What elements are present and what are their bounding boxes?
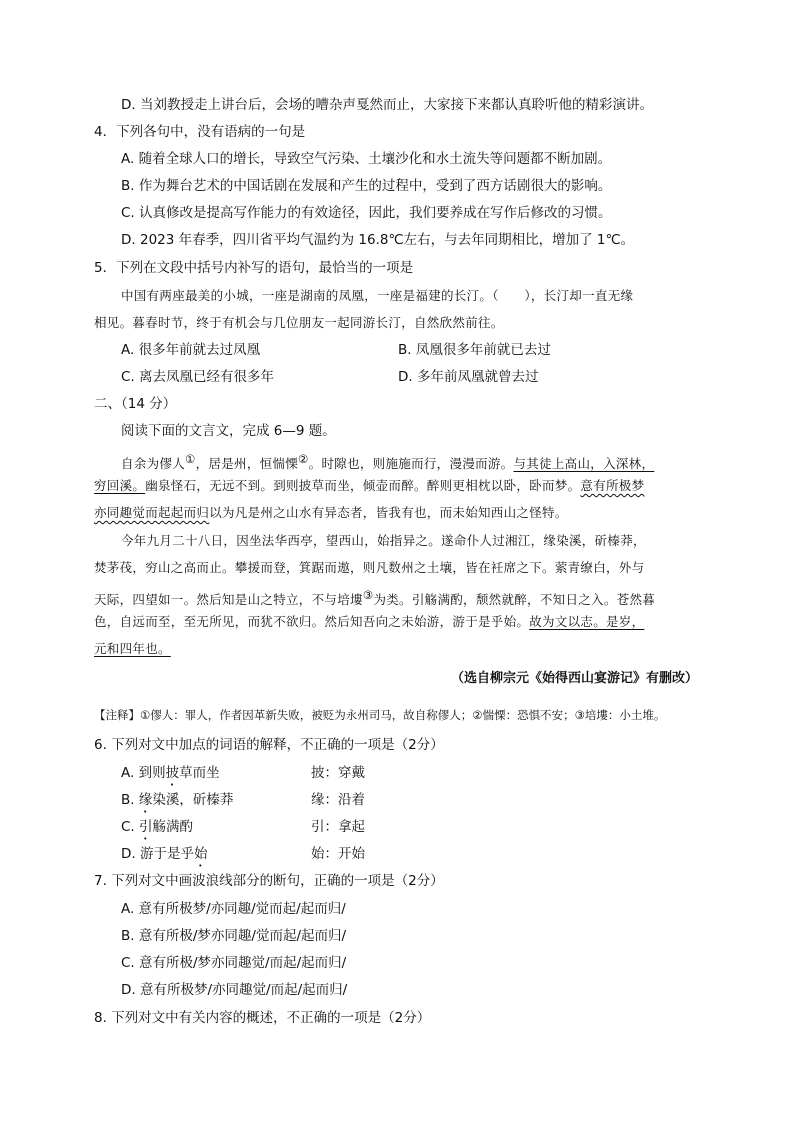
underlined-sentence: 故为文以志。是岁， xyxy=(529,614,645,629)
dotted-word: 缘 xyxy=(138,792,153,808)
footnote-marker: ② xyxy=(298,452,309,466)
passage-p2-line-3 xyxy=(94,586,655,609)
text-run: A. 到则 xyxy=(121,765,166,781)
text-run: 染溪，斫榛莽 xyxy=(152,792,234,808)
passage-source: （选自柳宗元《始得西山宴游记》有删改） xyxy=(450,671,698,686)
passage-p2-line-1: 今年九月二十八日，因坐法华西亭，望西山，始指异之。遂命仆人过湘江，缘染溪，斫榛莽， xyxy=(121,533,646,548)
q6-option-a xyxy=(121,764,220,789)
q4-option-c: C. 认真修改是提高写作能力的有效途径，因此，我们要养成在写作后修改的习惯。 xyxy=(121,205,612,221)
underlined-sentence: 穷回溪。 xyxy=(94,478,146,493)
passage-p2-line-5 xyxy=(94,640,171,658)
passage-p1-line-1 xyxy=(121,450,654,473)
passage-p1-line-2 xyxy=(94,477,644,495)
dotted-word: 引 xyxy=(139,819,153,835)
q5-option-b: B. 凤凰很多年前就已去过 xyxy=(398,342,551,358)
text-run: 草而坐 xyxy=(179,765,220,781)
q6-option-c-gloss: 引：拿起 xyxy=(311,819,365,835)
q6-option-d xyxy=(121,845,207,870)
q4-option-b: B. 作为舞台艺术的中国话剧在发展和产生的过程中，受到了西方话剧很大的影响。 xyxy=(121,178,612,194)
text-run: 自余为僇人 xyxy=(121,456,186,472)
q7-option-b: B. 意有所极/梦亦同趣/觉而起/起而归/ xyxy=(121,928,347,944)
annotation-notes: 【注释】①僇人：罪人，作者因革新失败，被贬为永州司马，故自称僇人；②惴慄：恐惧不安；③培塿：小土堆。 xyxy=(94,708,666,722)
q5-passage-line-2: 相见。暮春时节，终于有机会与几位朋友一起同游长汀，自然欣然前往。 xyxy=(94,315,504,330)
text-run: D. 游于是乎 xyxy=(121,846,194,862)
text-run: ，居是州，恒惴慄 xyxy=(195,456,299,472)
q5-option-a: A. 很多年前就去过凤凰 xyxy=(121,342,261,358)
q6-option-d-gloss: 始：开始 xyxy=(311,846,365,862)
reading-instruction: 阅读下面的文言文，完成 6—9 题。 xyxy=(121,423,336,439)
underlined-sentence: 与其徒上高山，入深林， xyxy=(513,456,655,472)
text-run: 幽泉怪石，无远不到。到则披草而坐，倾壶而醉。醉则更相枕以卧，卧而梦。 xyxy=(145,478,581,493)
q5-stem: 5．下列在文段中括号内补写的语句，最恰当的一项是 xyxy=(94,260,414,276)
q7-option-a: A. 意有所极梦/亦同趣/觉而起/起而归/ xyxy=(121,901,346,917)
q7-option-c: C. 意有所极/梦亦同趣觉/而起/起而归/ xyxy=(121,955,347,971)
q6-option-c xyxy=(121,818,193,843)
passage-p2-line-4 xyxy=(94,613,644,631)
q5-option-c: C. 离去凤凰已经有很多年 xyxy=(121,369,275,385)
wavy-underlined-sentence: 意有所极梦 xyxy=(580,478,645,493)
text-run: 觞满酌 xyxy=(152,819,194,835)
text-run: 为类。引觞满酌，颓然就醉，不知日之入。苍然暮 xyxy=(373,592,656,608)
q4-option-d: D. 2023 年春季，四川省平均气温约为 16.8℃左右，与去年同期相比，增加了 1℃。 xyxy=(121,232,635,248)
q7-option-d: D. 意有所极梦/亦同趣觉/而起/起而归/ xyxy=(121,982,348,998)
q4-option-a: A. 随着全球人口的增长，导致空气污染、土壤沙化和水土流失等问题都不断加剧。 xyxy=(121,151,612,167)
q3-option-d: D. 当刘教授走上讲台后，会场的嘈杂声戛然而止，大家接下来都认真聆听他的精彩演讲。 xyxy=(121,97,653,113)
text-run: 色，自远而至，至无所见，而犹不欲归。然后知吾向之未始游，游于是乎始。 xyxy=(94,614,530,629)
text-run: 天际，四望如一。然后知是山之特立，不与培塿 xyxy=(94,592,363,608)
text-run: B. xyxy=(121,792,139,808)
q7-stem: 7. 下列对文中画波浪线部分的断句，正确的一项是（2分） xyxy=(94,873,444,889)
footnote-marker: ① xyxy=(185,452,196,466)
q6-option-a-gloss: 披：穿戴 xyxy=(311,765,365,781)
q5-passage-line-1: 中国有两座最美的小城，一座是湖南的凤凰，一座是福建的长汀。（ ），长汀却一直无缘 xyxy=(121,288,634,303)
q6-stem: 6. 下列对文中加点的词语的解释，不正确的一项是（2分） xyxy=(94,737,444,753)
text-run: C. xyxy=(121,819,140,835)
q4-stem: 4．下列各句中，没有语病的一句是 xyxy=(94,124,306,140)
text-run: 。时隙也，则施施而行，漫漫而游。 xyxy=(308,456,514,472)
q6-option-b-gloss: 缘：沿着 xyxy=(311,792,365,808)
footnote-marker: ③ xyxy=(362,588,374,602)
passage-p2-line-2: 焚茅茷，穷山之高而止。攀援而登，箕踞而遨，则凡数州之土壤，皆在衽席之下。萦青缭白，外与 xyxy=(94,560,645,575)
passage-p1-line-3 xyxy=(94,504,568,522)
underlined-sentence: 元和四年也。 xyxy=(94,641,171,656)
dotted-word: 始 xyxy=(193,846,208,862)
q5-option-d: D. 多年前凤凰就曾去过 xyxy=(398,369,539,385)
section-2-heading: 二、（14 分） xyxy=(94,396,177,412)
text-run: 以为凡是州之山水有异态者，皆我有也，而未始知西山之怪特。 xyxy=(209,505,568,520)
q8-stem: 8. 下列对文中有关内容的概述，不正确的一项是（2分） xyxy=(94,1010,431,1026)
q6-option-b xyxy=(121,791,233,816)
dotted-word: 披 xyxy=(165,765,180,781)
wavy-underlined-sentence: 亦同趣觉而起起而归 xyxy=(94,505,210,520)
